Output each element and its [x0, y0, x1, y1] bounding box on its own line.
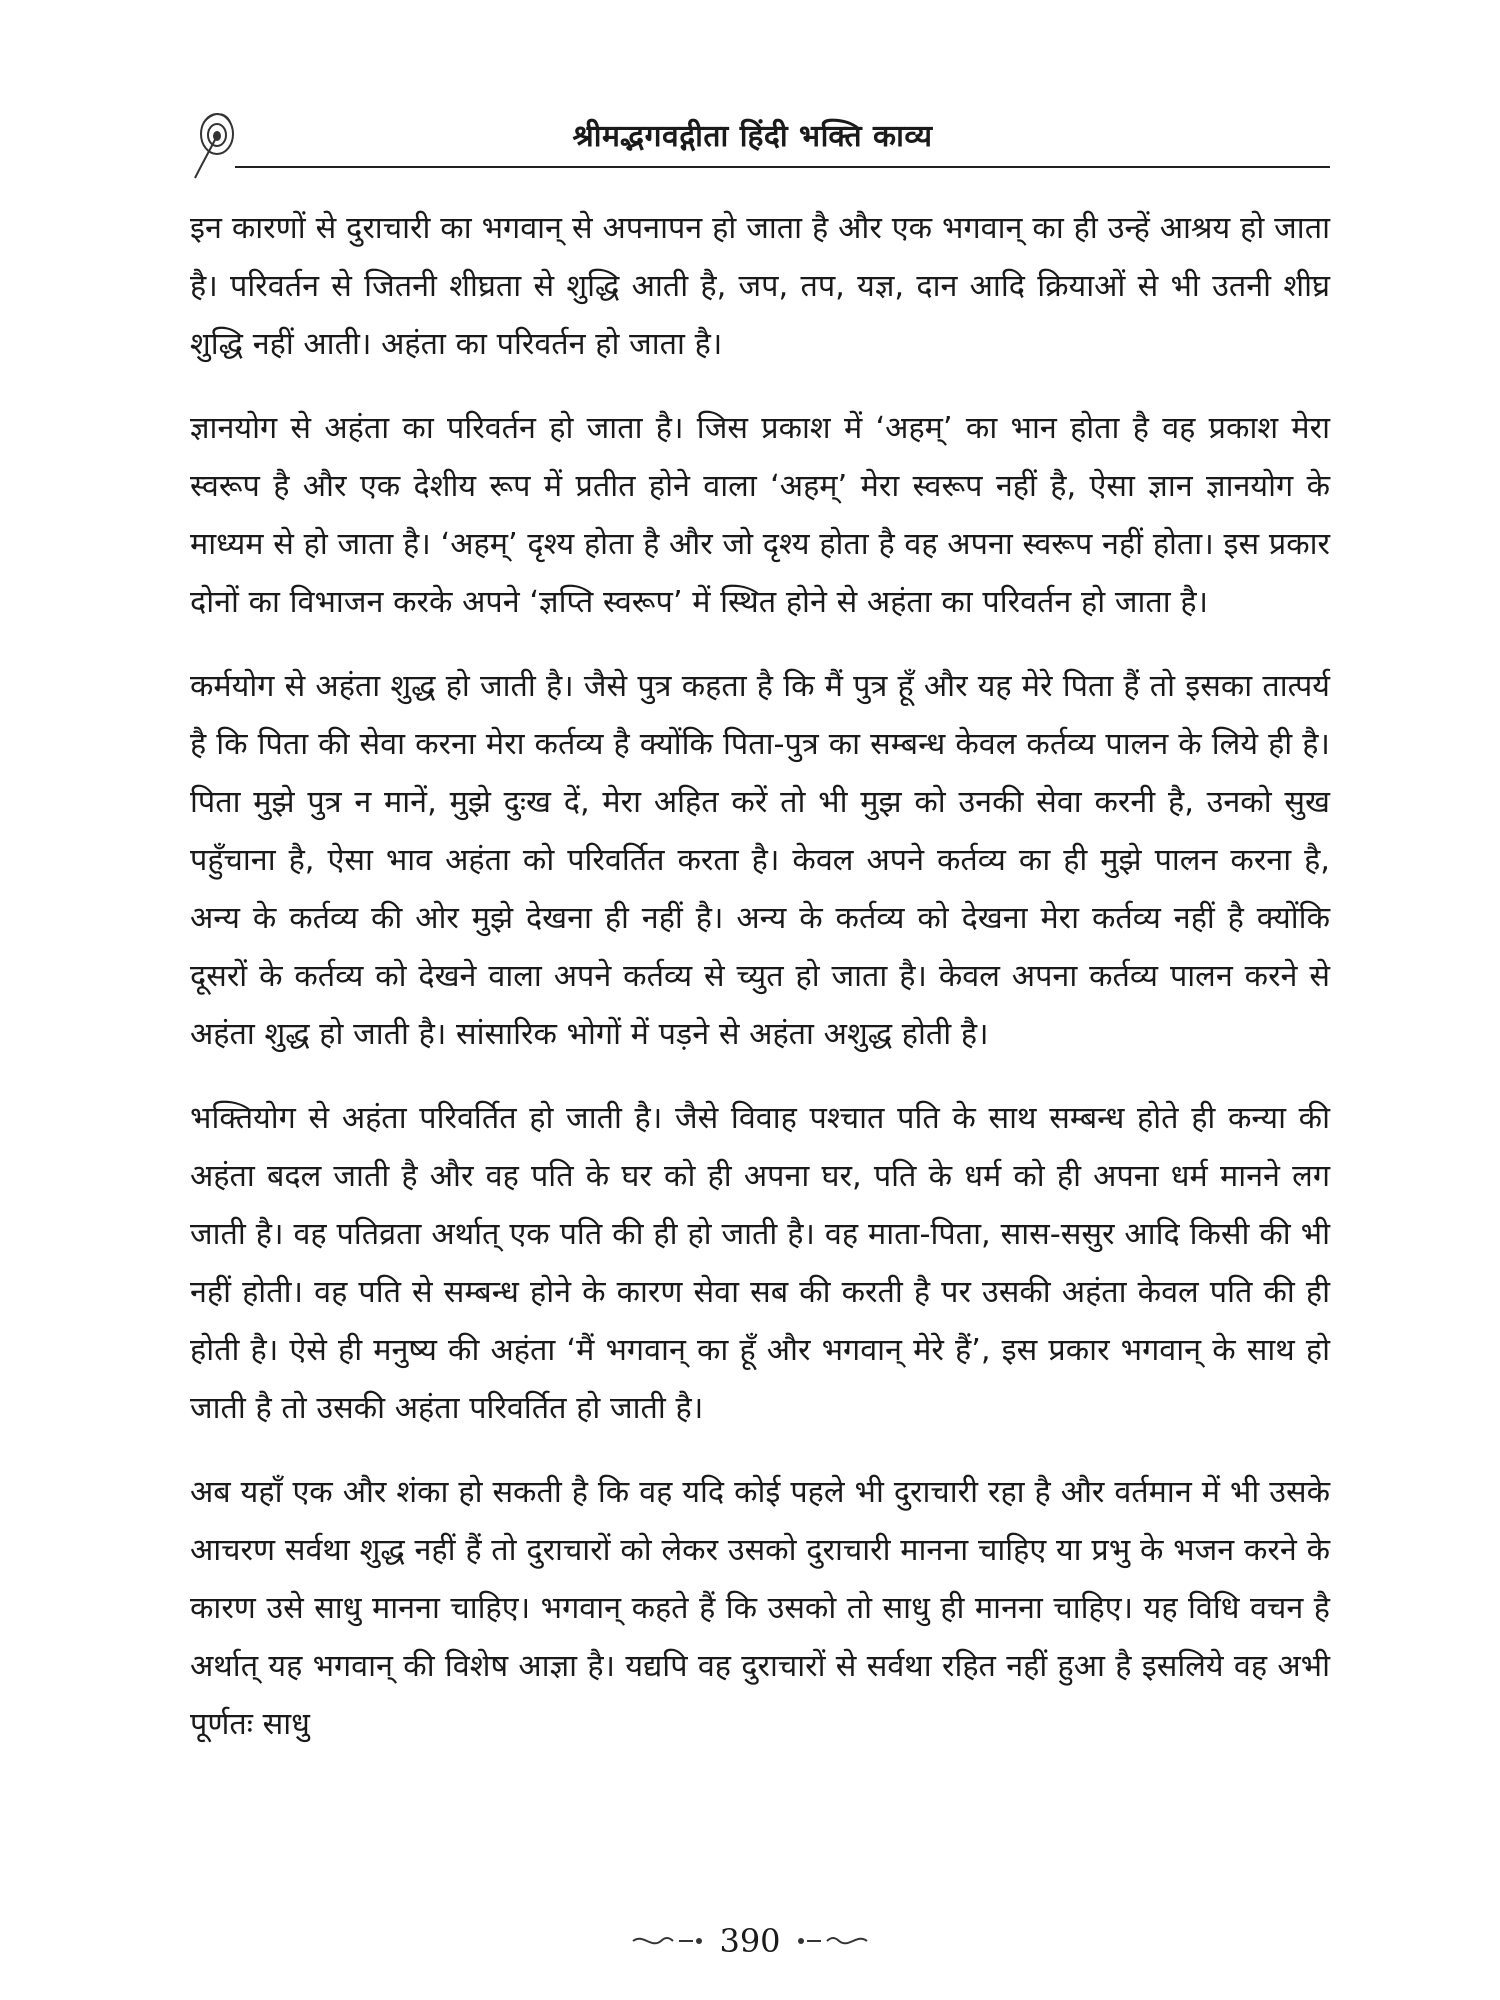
page-number: 390 — [719, 1922, 781, 1960]
page-header-title: श्रीमद्भगवद्गीता हिंदी भक्ति काव्य — [572, 119, 933, 154]
paragraph: भक्तियोग से अहंता परिवर्तित हो जाती है। जैसे विवाह पश्चात पति के साथ सम्बन्ध होते ही कन्या की अहंता बदल जाती है और वह पति के घर को ही अपना घर, पति के धर्म को ही अपना धर्म मानने लग जाती है। वह पतिव्रता अर्थात् एक पति की ही हो जाती है। वह माता-पिता, सास-ससुर आदि किसी की भी नहीं होती। वह पति से सम्बन्ध होने के कारण सेवा सब की करती है पर उसकी अहंता केवल पति की ही होती है। ऐसे ही मनुष्य की अहंता ‘मैं भगवान् का हूँ और भगवान् मेरे हैं’, इस प्रकार भगवान् के साथ हो जाती है तो उसकी अहंता परिवर्तित हो जाती है। — [190, 1101, 1330, 1426]
header-divider — [235, 166, 1330, 168]
paragraph: इन कारणों से दुराचारी का भगवान् से अपनापन हो जाता है और एक भगवान् का ही उन्हें आश्रय हो जाता है। परिवर्तन से जितनी शीघ्रता से शुद्धि आती है, जप, तप, यज्ञ, दान आदि क्रियाओं से भी उतनी शीघ्र शुद्धि नहीं आती। अहंता का परिवर्तन हो जाता है। — [190, 211, 1330, 362]
paragraph: ज्ञानयोग से अहंता का परिवर्तन हो जाता है। जिस प्रकाश में ‘अहम्’ का भान होता है वह प्रकाश मेरा स्वरूप है और एक देशीय रूप में प्रतीत होने वाला ‘अहम्’ मेरा स्वरूप नहीं है, ऐसा ज्ञान ज्ञानयोग के माध्यम से हो जाता है। ‘अहम्’ दृश्य होता है और जो दृश्य होता है वह अपना स्वरूप नहीं होता। इस प्रकार दोनों का विभाजन करके अपने ‘ज्ञप्ति स्वरूप’ में स्थित होने से अहंता का परिवर्तन हो जाता है। — [190, 411, 1330, 620]
page-footer — [0, 1916, 1500, 1966]
page-header — [175, 100, 1330, 180]
scroll-ornament-icon — [629, 1928, 709, 1954]
paragraph: कर्मयोग से अहंता शुद्ध हो जाती है। जैसे पुत्र कहता है कि मैं पुत्र हूँ और यह मेरे पिता हैं तो इसका तात्पर्य है कि पिता की सेवा करना मेरा कर्तव्य है क्योंकि पिता-पुत्र का सम्बन्ध केवल कर्तव्य पालन के लिये ही है। पिता मुझे पुत्र न मानें, मुझे दुःख दें, मेरा अहित करें तो भी मुझ को उनकी सेवा करनी है, उनको सुख पहुँचाना है, ऐसा भाव अहंता को परिवर्तित करता है। केवल अपने कर्तव्य का ही मुझे पालन करना है, अन्य के कर्तव्य की ओर मुझे देखना ही नहीं है। अन्य के कर्तव्य को देखना मेरा कर्तव्य नहीं है क्योंकि दूसरों के कर्तव्य को देखने वाला अपने कर्तव्य से च्युत हो जाता है। केवल अपना कर्तव्य पालन करने से अहंता शुद्ध हो जाती है। सांसारिक भोगों में पड़ने से अहंता अशुद्ध होती है। — [190, 669, 1330, 1052]
scroll-ornament-icon — [791, 1928, 871, 1954]
page-body — [190, 200, 1330, 1780]
paragraph: अब यहाँ एक और शंका हो सकती है कि वह यदि कोई पहले भी दुराचारी रहा है और वर्तमान में भी उसके आचरण सर्वथा शुद्ध नहीं हैं तो दुराचारों को लेकर उसको दुराचारी मानना चाहिए या प्रभु के भजन करने के कारण उसे साधु मानना चाहिए। भगवान् कहते हैं कि उसको तो साधु ही मानना चाहिए। यह विधि वचन है अर्थात् यह भगवान् की विशेष आज्ञा है। यद्यपि वह दुराचारों से सर्वथा रहित नहीं हुआ है इसलिये वह अभी पूर्णतः साधु — [190, 1475, 1330, 1742]
